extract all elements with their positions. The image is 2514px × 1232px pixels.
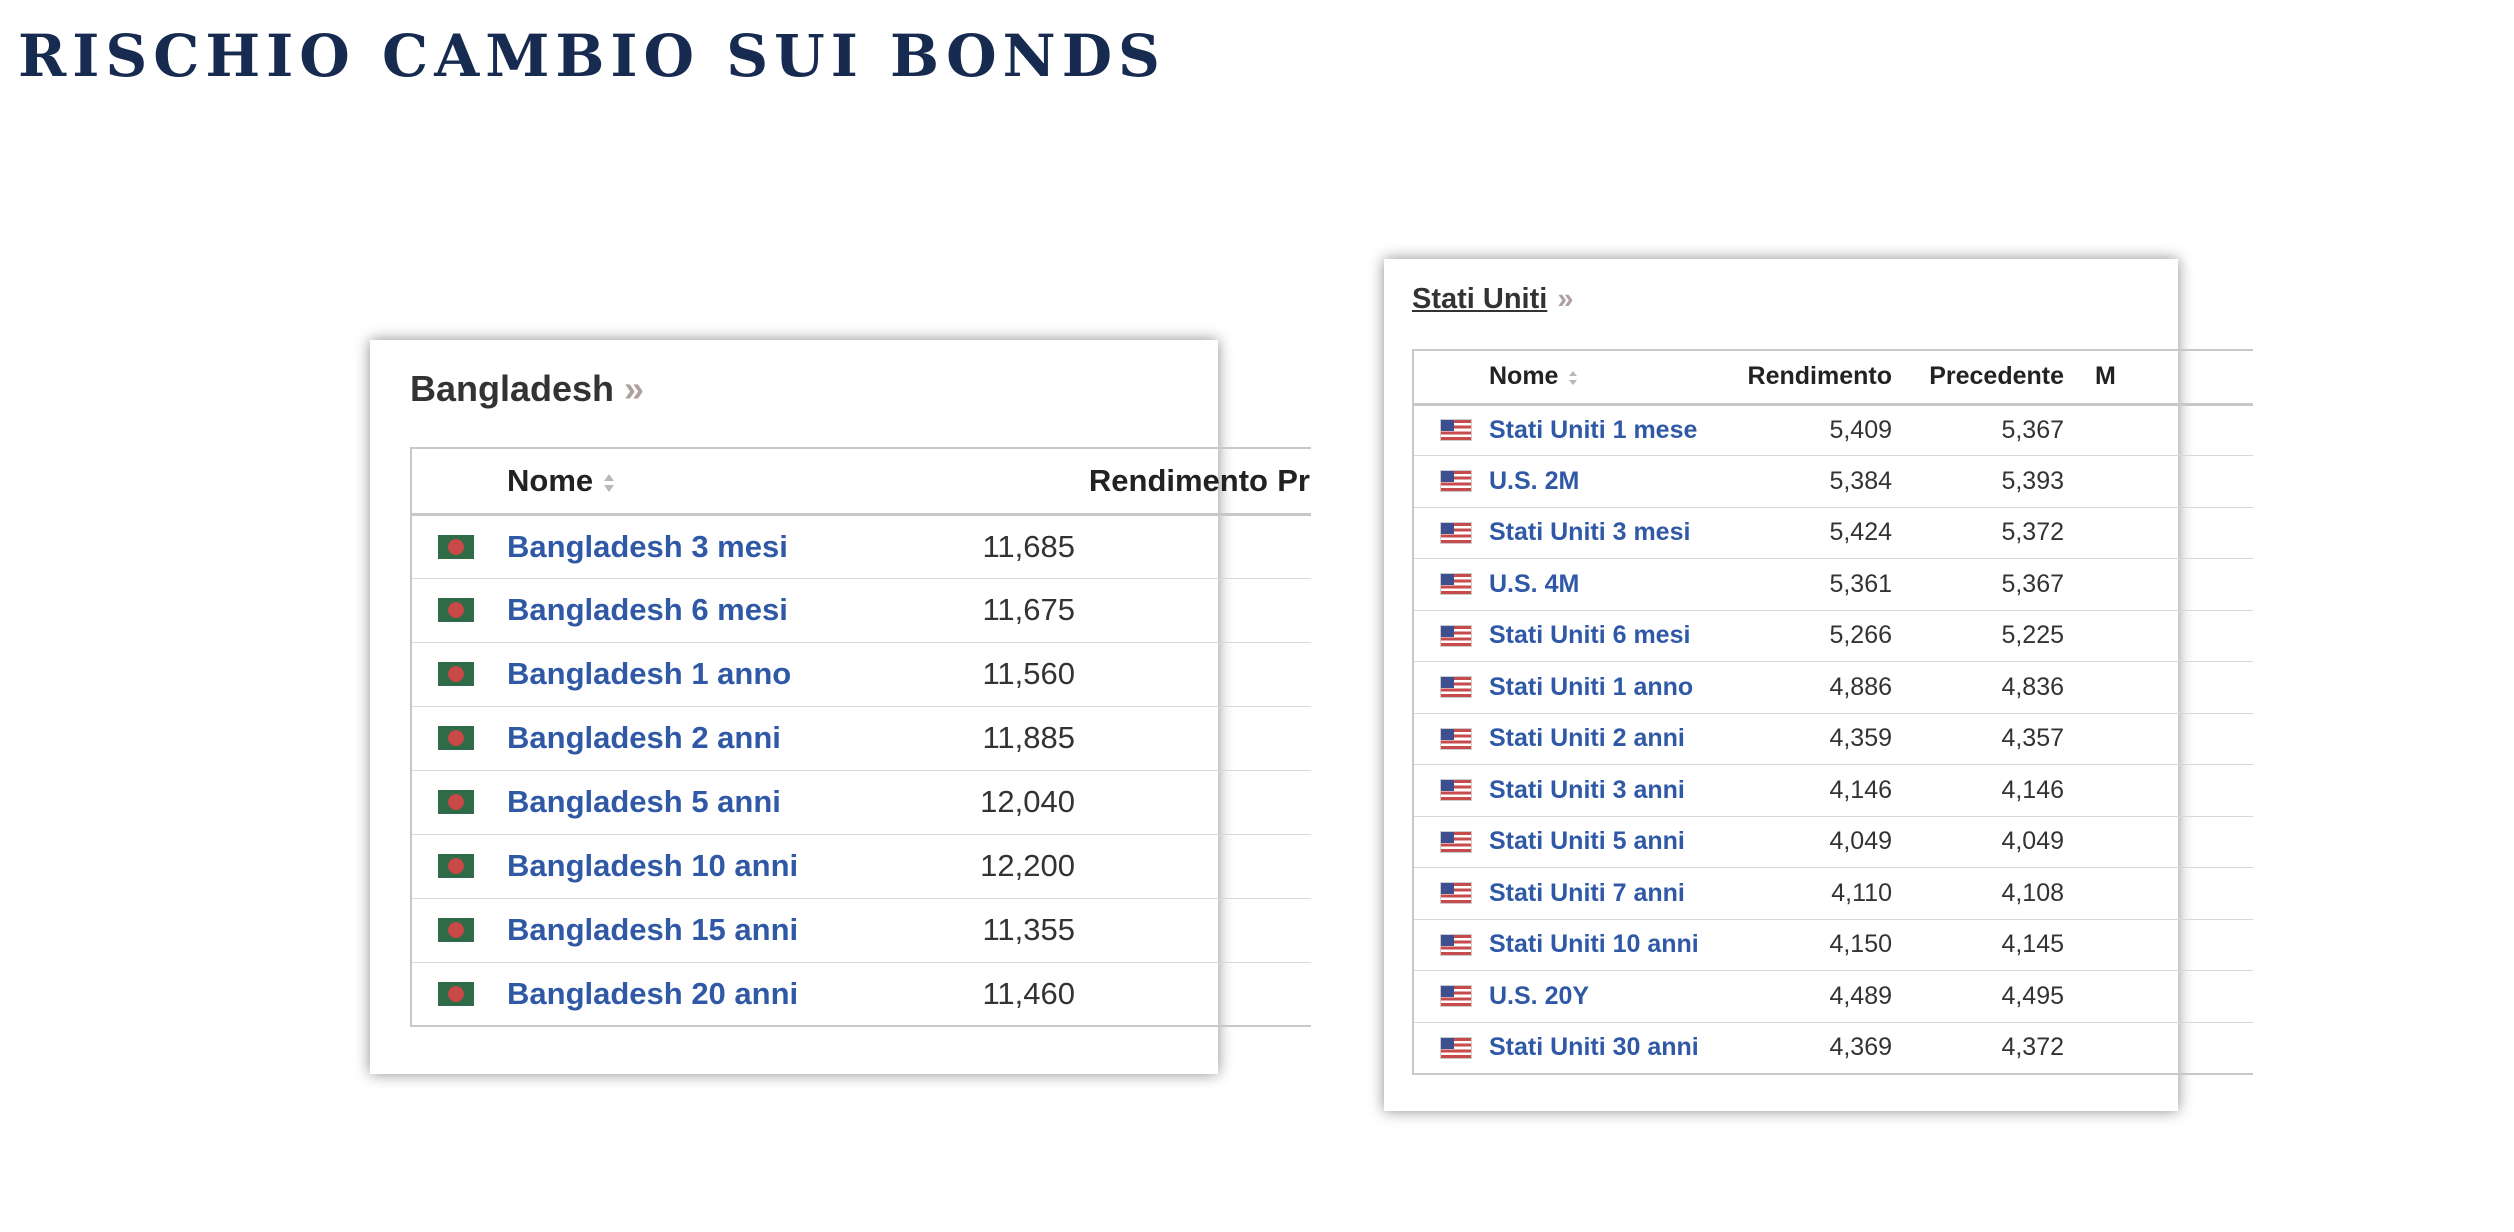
column-header-name-label[interactable]: Nome [1489,362,1559,391]
bangladesh-heading[interactable] [410,368,644,410]
bond-name-link[interactable]: U.S. 20Y [1489,981,1590,1010]
bond-name-cell [506,514,936,578]
table-row[interactable] [411,834,1311,898]
yield-cell: 11,675 [982,592,1075,627]
flag-cell [1413,971,1488,1023]
bond-name-cell [1488,404,1728,456]
bond-name-link[interactable]: Stati Uniti 30 anni [1489,1033,1699,1061]
bond-name-cell [1488,919,1728,971]
flag-usa-icon [1440,522,1472,544]
yield-cell: 11,885 [982,720,1075,755]
column-header-yield-label[interactable]: Rendimento [1088,462,1268,498]
flag-cell [1413,662,1488,714]
truncated-cell [1076,578,1311,642]
bond-name-link[interactable]: Stati Uniti 6 mesi [1489,621,1691,650]
flag-cell [1413,765,1488,817]
flag-column-header [1413,350,1488,404]
yield-cell: 4,886 [1829,672,1892,701]
yield-cell: 5,409 [1829,415,1892,444]
bond-name-cell [1488,1022,1728,1074]
truncated-cell [1076,770,1311,834]
truncated-cell [1076,898,1311,962]
yield-cell: 11,460 [982,975,1075,1011]
slide-title: RISCHIO CAMBIO SUI BONDS [18,22,1166,90]
bond-name-cell [1488,559,1728,611]
bangladesh-bonds-table [410,447,1311,1027]
us-heading-link[interactable]: Stati Uniti [1412,283,1548,315]
yield-cell: 11,355 [982,912,1075,947]
table-row[interactable] [1413,610,2253,662]
truncated-cell [2065,404,2253,456]
truncated-cell [2065,868,2253,920]
yield-cell: 4,146 [1829,775,1892,804]
bond-name-link[interactable]: Bangladesh 2 anni [507,720,781,755]
truncated-cell [1076,706,1311,770]
yield-cell: 11,560 [982,656,1075,691]
table-row[interactable] [1413,507,2253,559]
flag-bangladesh-icon [438,982,474,1006]
flag-cell [1413,868,1488,920]
column-header-previous-label[interactable]: Precedente [1929,362,2064,391]
flag-bangladesh-icon [438,662,474,686]
truncated-cell [1076,514,1311,578]
flag-usa-icon [1440,728,1472,750]
yield-cell: 4,049 [1829,827,1892,856]
flag-usa-icon [1440,882,1472,904]
flag-bangladesh-icon [438,854,474,878]
table-row[interactable] [1413,1022,2253,1074]
previous-cell: 4,145 [2001,930,2064,959]
column-header-yield[interactable] [936,448,1311,514]
table-row[interactable] [1413,713,2253,765]
yield-cell: 12,040 [980,784,1075,819]
truncated-cell [2065,507,2253,559]
flag-cell [411,578,506,642]
table-row[interactable] [411,770,1311,834]
truncated-cell [2065,919,2253,971]
bond-name-link[interactable]: Stati Uniti 7 anni [1489,878,1685,907]
table-row[interactable] [411,898,1311,962]
bond-name-link[interactable]: Stati Uniti 5 anni [1489,827,1685,856]
yield-cell: 5,361 [1829,569,1892,598]
table-row[interactable] [1413,868,2253,920]
flag-bangladesh-icon [438,535,474,559]
bond-name-link[interactable]: Bangladesh 20 anni [507,975,799,1011]
flag-cell [411,898,506,962]
table-row[interactable] [411,514,1311,578]
us-bonds-table [1412,349,2253,1075]
flag-cell [1413,610,1488,662]
bond-name-link[interactable]: Stati Uniti 10 anni [1489,930,1699,959]
flag-usa-icon [1440,573,1472,595]
flag-usa-icon [1440,1037,1472,1059]
bond-name-link[interactable]: Stati Uniti 3 mesi [1489,518,1691,547]
truncated-cell [2065,713,2253,765]
sort-icon[interactable] [603,472,615,494]
column-header-name[interactable] [506,448,936,514]
flag-usa-icon [1440,625,1472,647]
previous-cell: 4,372 [2001,1033,2064,1061]
flag-column-header [411,448,506,514]
column-header-previous[interactable] [1893,350,2065,404]
bangladesh-heading-label[interactable]: Bangladesh [410,368,615,409]
flag-cell [1413,559,1488,611]
table-row[interactable] [1413,456,2253,508]
column-header-previous-partial[interactable]: Pr [1277,462,1310,498]
yield-cell: 4,110 [1831,878,1892,907]
yield-cell: 4,369 [1829,1033,1892,1061]
flag-cell [411,834,506,898]
table-header-row [1413,350,2253,404]
flag-usa-icon [1440,831,1472,853]
bond-name-cell [1488,662,1728,714]
bond-name-cell [506,834,936,898]
column-header-name[interactable] [1488,350,1728,404]
previous-cell: 5,225 [2001,621,2064,650]
yield-cell: 5,424 [1829,518,1892,547]
flag-cell [411,514,506,578]
table-row[interactable] [411,578,1311,642]
column-header-partial-label[interactable]: M [2095,362,2116,391]
yield-cell: 5,266 [1829,621,1892,650]
heading-arrow-icon[interactable]: » [624,368,645,409]
column-header-name-label[interactable]: Nome [507,462,594,498]
table-row[interactable] [1413,662,2253,714]
bond-name-link[interactable]: Bangladesh 10 anni [507,848,799,883]
truncated-cell [2065,610,2253,662]
us-bonds-panel [1384,259,2178,1111]
table-header-row [411,448,1311,514]
table-row[interactable] [1413,404,2253,456]
bond-name-cell [1488,765,1728,817]
flag-bangladesh-icon [438,726,474,750]
flag-cell [411,706,506,770]
sort-icon[interactable] [1568,369,1578,387]
flag-bangladesh-icon [438,790,474,814]
heading-arrow-icon[interactable]: » [1557,283,1574,315]
bond-name-cell [1488,713,1728,765]
table-row[interactable] [1413,559,2253,611]
previous-cell: 5,367 [2001,415,2064,444]
truncated-cell [2065,1022,2253,1074]
flag-cell [1413,1022,1488,1074]
truncated-cell [2065,456,2253,508]
table-row[interactable] [411,642,1311,706]
column-header-partial[interactable] [2065,350,2253,404]
bond-name-cell [506,770,936,834]
bond-name-link[interactable]: Stati Uniti 2 anni [1489,724,1685,753]
bond-name-cell [506,706,936,770]
table-row[interactable] [1413,971,2253,1023]
yield-cell: 4,359 [1829,724,1892,753]
previous-cell: 4,146 [2001,775,2064,804]
previous-cell: 4,495 [2001,981,2064,1010]
flag-usa-icon [1440,470,1472,492]
yield-cell: 4,489 [1829,981,1892,1010]
table-row[interactable] [1413,765,2253,817]
previous-cell: 5,393 [2001,466,2064,495]
flag-cell [1413,816,1488,868]
flag-usa-icon [1440,985,1472,1007]
flag-bangladesh-icon [438,918,474,942]
flag-cell [1413,507,1488,559]
flag-usa-icon [1440,676,1472,698]
flag-cell [411,770,506,834]
bond-name-cell [1488,507,1728,559]
bond-name-link[interactable]: Bangladesh 1 anno [507,656,792,691]
bond-name-cell [1488,816,1728,868]
bangladesh-bonds-panel [370,340,1310,1074]
bond-name-cell [1488,456,1728,508]
flag-cell [1413,919,1488,971]
table-row[interactable] [1413,919,2253,971]
flag-usa-icon [1440,779,1472,801]
table-row[interactable] [411,962,1311,1026]
yield-cell: 5,384 [1829,466,1892,495]
table-row[interactable] [1413,816,2253,868]
flag-cell [1413,713,1488,765]
bond-name-cell [506,962,936,1026]
yield-cell: 11,685 [982,528,1075,564]
us-heading[interactable] [1412,283,1573,316]
flag-cell [1413,456,1488,508]
previous-cell: 5,367 [2001,569,2064,598]
bond-name-cell [506,642,936,706]
bond-name-cell [506,578,936,642]
table-row[interactable] [411,706,1311,770]
bond-name-cell [1488,610,1728,662]
bond-name-link[interactable]: Stati Uniti 3 anni [1489,775,1685,804]
flag-cell [411,962,506,1026]
yield-cell: 4,150 [1829,930,1892,959]
column-header-yield[interactable] [1728,350,1893,404]
flag-usa-icon [1440,419,1472,441]
truncated-cell [2065,816,2253,868]
flag-usa-icon [1440,934,1472,956]
flag-cell [411,642,506,706]
truncated-cell [2065,662,2253,714]
truncated-cell [2065,971,2253,1023]
bond-name-link[interactable]: Bangladesh 15 anni [507,912,799,947]
previous-cell: 4,357 [2001,724,2064,753]
flag-bangladesh-icon [438,598,474,622]
bond-name-link[interactable]: Bangladesh 3 mesi [507,528,788,564]
bond-name-link[interactable]: Bangladesh 6 mesi [507,592,788,627]
truncated-cell [2065,559,2253,611]
bond-name-cell [506,898,936,962]
previous-cell: 4,836 [2001,672,2064,701]
bond-name-link[interactable]: U.S. 2M [1489,466,1580,495]
truncated-cell [1076,834,1311,898]
bond-name-link[interactable]: U.S. 4M [1489,569,1580,598]
bond-name-link[interactable]: Bangladesh 5 anni [507,784,781,819]
bond-name-cell [1488,868,1728,920]
previous-cell: 4,049 [2001,827,2064,856]
truncated-cell [2065,765,2253,817]
flag-cell [1413,404,1488,456]
bond-name-cell [1488,971,1728,1023]
truncated-cell [1076,642,1311,706]
bond-name-link[interactable]: Stati Uniti 1 anno [1489,672,1694,701]
previous-cell: 5,372 [2001,518,2064,547]
column-header-yield-label[interactable]: Rendimento [1747,362,1892,391]
yield-cell: 12,200 [980,848,1075,883]
previous-cell: 4,108 [2001,878,2064,907]
bond-name-link[interactable]: Stati Uniti 1 mese [1489,415,1698,444]
truncated-cell [1076,962,1311,1026]
